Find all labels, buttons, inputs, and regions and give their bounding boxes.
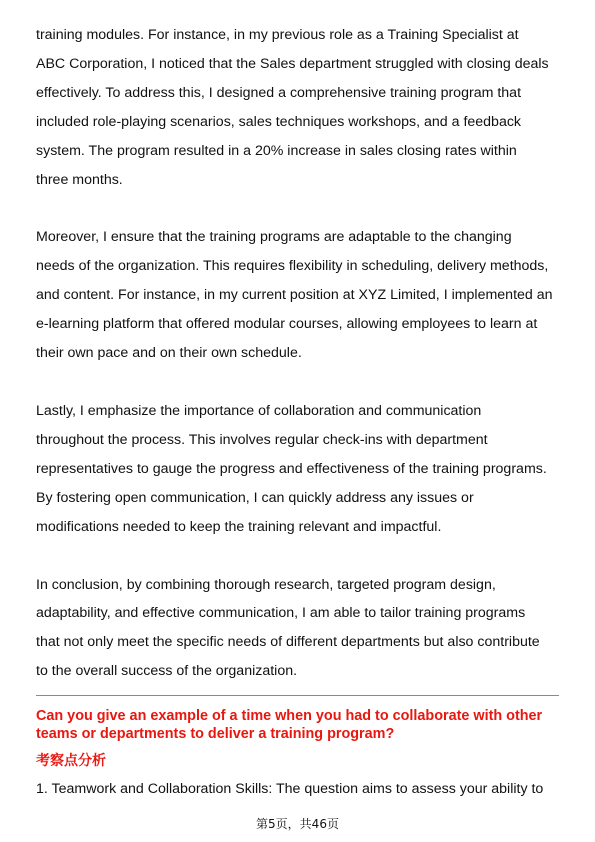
paragraph-line: that not only meet the specific needs of different departments but also contribute (36, 634, 540, 651)
paragraph-line: ABC Corporation, I noticed that the Sales department struggled with closing deals (36, 55, 549, 72)
paragraph-line: e-learning platform that offered modular courses, allowing employees to learn at (36, 316, 538, 333)
paragraph-line: modifications needed to keep the training relevant and impactful. (36, 518, 442, 535)
document-body (36, 21, 562, 715)
section-divider (36, 695, 559, 696)
analysis-heading: 考察点分析 (36, 753, 106, 769)
paragraph-line: By fostering open communication, I can quickly address any issues or (36, 489, 474, 506)
interview-question (36, 707, 562, 743)
paragraph-conclusion (36, 571, 562, 687)
question-line: teams or departments to deliver a training program? (36, 726, 395, 742)
paragraph-line: three months. (36, 171, 123, 188)
paragraph-line: Moreover, I ensure that the training programs are adaptable to the changing (36, 229, 512, 246)
paragraph-line: included role-playing scenarios, sales techniques workshops, and a feedback (36, 113, 522, 130)
paragraph-adaptability (36, 223, 562, 368)
paragraph-line: needs of the organization. This requires flexibility in scheduling, delivery methods, (36, 258, 549, 275)
paragraph-line: effectively. To address this, I designed a comprehensive training program that (36, 84, 522, 101)
paragraph-line: adaptability, and effective communication, I am able to tailor training programs (36, 605, 526, 622)
paragraph-line: system. The program resulted in a 20% increase in sales closing rates within (36, 142, 517, 159)
paragraph-line: training modules. For instance, in my previous role as a Training Specialist at (36, 27, 519, 43)
paragraph-collaboration (36, 397, 562, 542)
page-number-footer: 第5页，共46页 (256, 817, 339, 831)
paragraph-line: their own pace and on their own schedule. (36, 345, 302, 362)
paragraph-line: and content. For instance, in my current position at XYZ Limited, I implemented an (36, 287, 553, 304)
paragraph-line: Lastly, I emphasize the importance of collaboration and communication (36, 402, 482, 419)
paragraph-line: representatives to gauge the progress and effectiveness of the training programs. (36, 460, 547, 477)
analysis-item: 1. Teamwork and Collaboration Skills: The question aims to assess your ability to (36, 781, 544, 797)
question-line: Can you give an example of a time when you had to collaborate with other (36, 708, 543, 724)
paragraph-line: In conclusion, by combining thorough research, targeted program design, (36, 576, 496, 593)
paragraph-example-sales (36, 21, 562, 194)
paragraph-line: throughout the process. This involves regular check-ins with department (36, 431, 488, 448)
paragraph-line: to the overall success of the organization. (36, 663, 298, 680)
